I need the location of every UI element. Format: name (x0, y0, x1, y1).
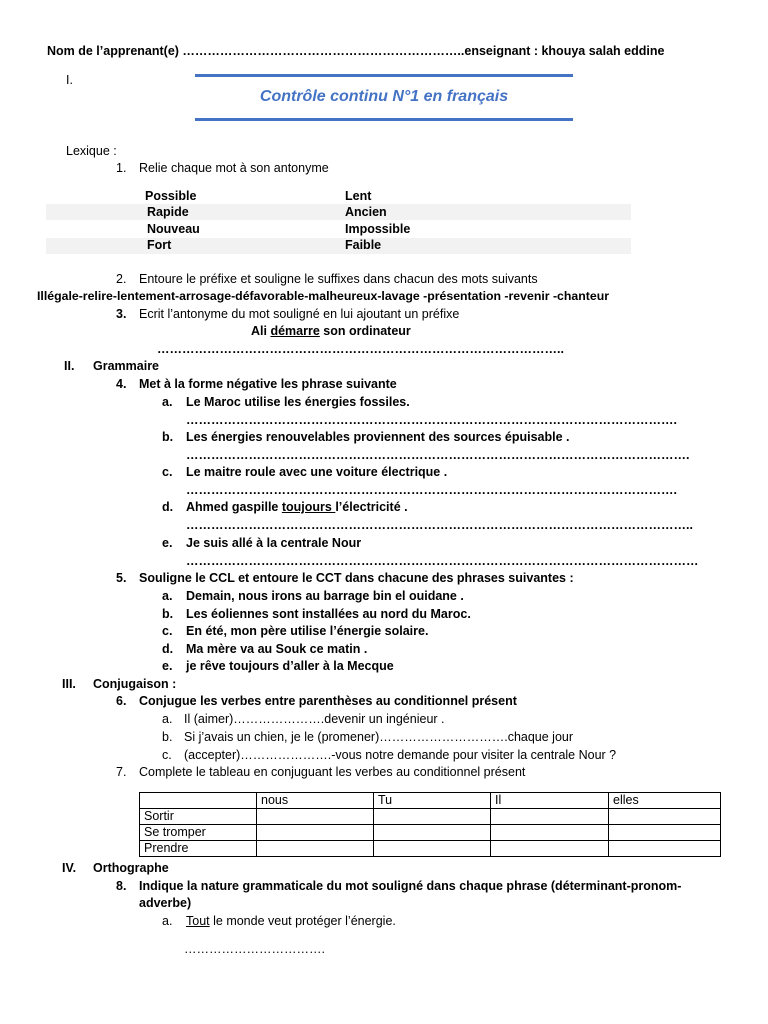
page-title: Contrôle continu N°1 en français (259, 88, 509, 105)
verb-cell: Prendre (140, 841, 257, 857)
table-row (140, 841, 721, 857)
sentence-start: Ahmed gaspille (186, 500, 282, 514)
item-text: Ma mère va au Souk ce matin . (186, 642, 368, 656)
conjugation-table (139, 792, 721, 857)
question-text: Met à la forme négative les phrase suivante (139, 377, 397, 391)
item-letter: b. (162, 430, 174, 444)
underlined-word: Tout (186, 914, 210, 928)
answer-cell[interactable] (374, 841, 491, 857)
item-letter: e. (162, 659, 173, 673)
example-sentence (251, 323, 411, 340)
item-letter: c. (162, 465, 173, 479)
word-left: Fort (147, 238, 172, 252)
item-text: Les énergies renouvelables proviennent des sources épuisable . (186, 430, 570, 444)
answer-dots: …………………………………………………………………………………………………………. (186, 448, 690, 462)
item-text: Si j’avais un chien, je le (promener)………………………….chaque jour (184, 730, 574, 744)
item-text: Je suis allé à la centrale Nour (186, 536, 362, 550)
table-header-row (140, 793, 721, 809)
item-text (186, 913, 396, 930)
question-text: Entoure le préfixe et souligne le suffixes dans chacun des mots suivants (139, 272, 538, 286)
question-text: Relie chaque mot à son antonyme (139, 161, 329, 175)
answer-dots: ………………………………………………………………………………………………………. (186, 483, 677, 497)
section-number: IV. (62, 861, 77, 875)
item-letter: d. (162, 642, 174, 656)
answer-cell[interactable] (491, 809, 609, 825)
question-text: Complete le tableau en conjuguant les verbes au conditionnel présent (139, 765, 526, 779)
word-left: Possible (145, 189, 197, 203)
sentence-end: le monde veut protéger l’énergie. (209, 914, 396, 928)
answer-cell[interactable] (609, 825, 721, 841)
table-header-cell: Tu (374, 793, 491, 809)
item-text: (accepter)………………….-vous notre demande pour visiter la centrale Nour ? (184, 748, 617, 762)
answer-dots: ………………………………………………………………………………………………………. (186, 413, 677, 427)
word-right: Impossible (345, 222, 411, 236)
table-header-cell: nous (257, 793, 374, 809)
word-right: Lent (345, 189, 372, 203)
question-number: 7. (116, 765, 127, 779)
question-number: 4. (116, 377, 127, 391)
header-line: Nom de l’apprenant(e) …………………………………………………………..enseignant : khouya salah eddine (47, 44, 665, 58)
answer-cell[interactable] (374, 825, 491, 841)
answer-cell[interactable] (374, 809, 491, 825)
question-text: Ecrit l’antonyme du mot souligné en lui ajoutant un préfixe (139, 307, 460, 321)
answer-cell[interactable] (257, 825, 374, 841)
item-letter: c. (162, 624, 173, 638)
item-letter: b. (162, 607, 174, 621)
item-letter: b. (162, 730, 173, 744)
item-letter: a. (162, 914, 173, 928)
item-text: Il (aimer)………………….devenir un ingénieur . (184, 712, 445, 726)
answer-dots: …………………………………………………………………………………………………………… (186, 554, 699, 568)
item-letter: c. (162, 748, 172, 762)
item-text: je rêve toujours d’aller à la Mecque (186, 659, 394, 673)
answer-cell[interactable] (609, 809, 721, 825)
item-text: En été, mon père utilise l’énergie solaire. (186, 624, 429, 638)
question-number: 8. (116, 879, 127, 893)
table-row (140, 825, 721, 841)
item-text: Demain, nous irons au barrage bin el ouidane . (186, 589, 464, 603)
underlined-word: démarre (270, 324, 320, 338)
question-number: 1. (116, 161, 127, 175)
question-text: Conjugue les verbes entre parenthèses au conditionnel présent (139, 694, 517, 708)
question-number: 2. (116, 272, 127, 286)
answer-dots: ………………………………………………………………………………………………………….. (186, 518, 693, 532)
question-number: 3. (116, 307, 127, 321)
section-title: Conjugaison : (93, 677, 177, 691)
section-title: Orthographe (93, 861, 169, 875)
answer-cell[interactable] (491, 825, 609, 841)
question-text-continued: adverbe) (139, 896, 192, 910)
answer-cell[interactable] (491, 841, 609, 857)
verb-cell: Sortir (140, 809, 257, 825)
question-text: Souligne le CCL et entoure le CCT dans chacune des phrases suivantes : (139, 571, 574, 585)
section-number: I. (66, 73, 73, 87)
sentence-start: Ali (251, 324, 271, 338)
item-text: Les éoliennes sont installées au nord du Maroc. (186, 607, 471, 621)
answer-cell[interactable] (257, 809, 374, 825)
table-row-shade (46, 238, 631, 254)
table-header-cell: elles (609, 793, 721, 809)
answer-cell[interactable] (257, 841, 374, 857)
word-left: Rapide (147, 205, 189, 219)
section-number: II. (64, 359, 75, 373)
item-letter: e. (162, 536, 173, 550)
underlined-word: toujours (281, 500, 336, 514)
word-left: Nouveau (147, 222, 200, 236)
lexique-heading: Lexique : (66, 144, 117, 158)
item-letter: a. (162, 395, 173, 409)
word-right: Faible (345, 238, 382, 252)
question-number: 5. (116, 571, 127, 585)
sentence-end: l’électricité . (335, 500, 408, 514)
answer-cell[interactable] (609, 841, 721, 857)
item-text (186, 499, 408, 516)
word-list: Illégale-relire-lentement-arrosage-défavorable-malheureux-lavage -présentation -revenir -chanteur (37, 289, 609, 303)
item-text: Le maitre roule avec une voiture électrique . (186, 465, 448, 479)
section-number: III. (62, 677, 76, 691)
table-header-cell (140, 793, 257, 809)
item-text: Le Maroc utilise les énergies fossiles. (186, 395, 410, 409)
table-row (140, 809, 721, 825)
table-row-shade (46, 204, 631, 220)
verb-cell: Se tromper (140, 825, 257, 841)
item-letter: a. (162, 712, 173, 726)
question-number: 6. (116, 694, 127, 708)
item-letter: a. (162, 589, 173, 603)
sentence-end: son ordinateur (319, 324, 411, 338)
title-top-rule (195, 74, 573, 77)
section-title: Grammaire (93, 359, 160, 373)
question-text: Indique la nature grammaticale du mot souligné dans chaque phrase (déterminant-pronom- (139, 879, 682, 893)
item-letter: d. (162, 500, 174, 514)
answer-dots: ……………………………. (184, 942, 325, 956)
table-header-cell: Il (491, 793, 609, 809)
word-right: Ancien (345, 205, 387, 219)
answer-dots: …………………………………………………………………………………….. (157, 342, 564, 356)
title-bottom-rule (195, 118, 573, 121)
